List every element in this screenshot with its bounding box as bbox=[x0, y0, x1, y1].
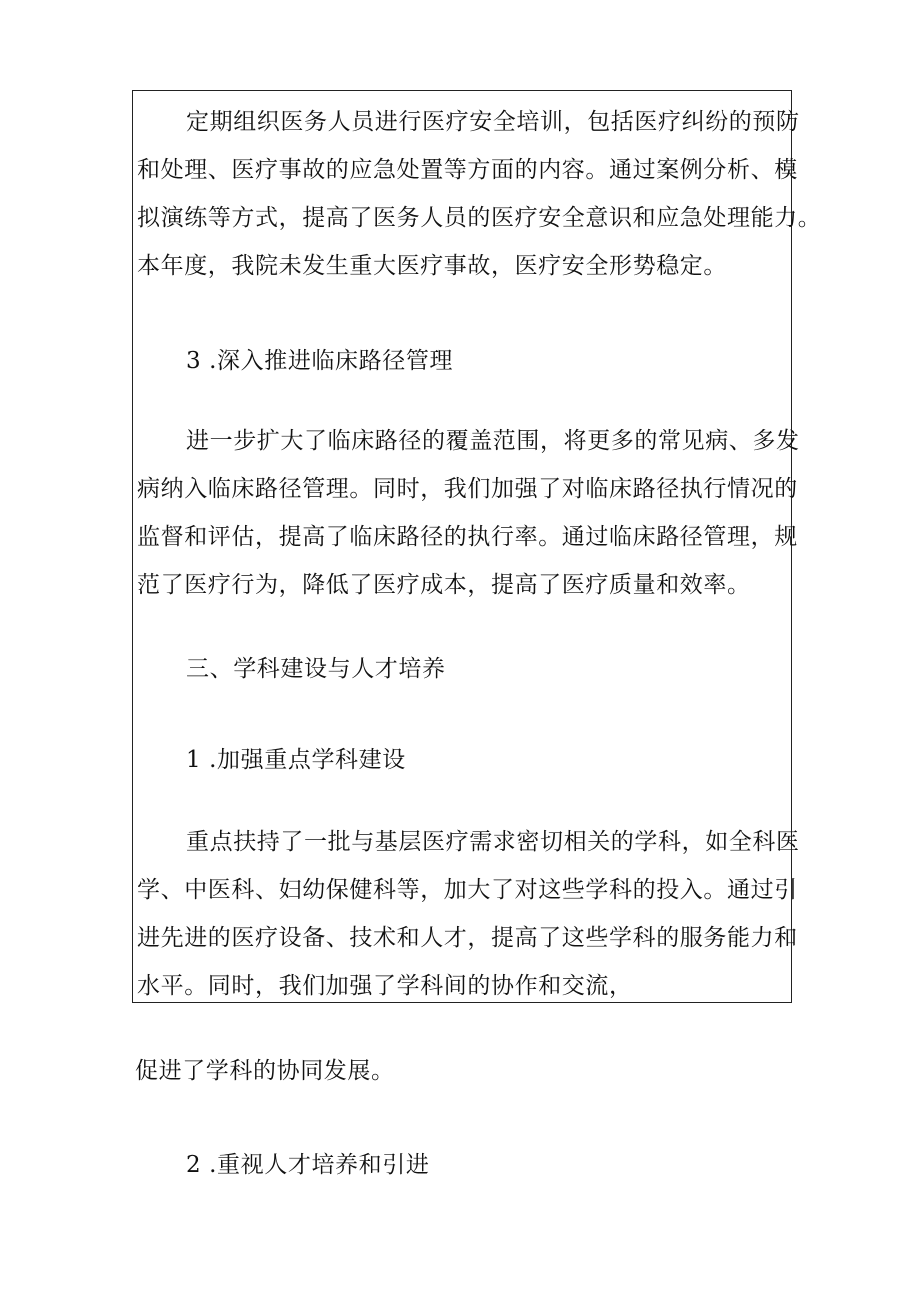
paragraph-line: 进一步扩大了临床路径的覆盖范围，将更多的常见病、多发 bbox=[186, 428, 800, 454]
paragraph-line: 范了医疗行为，降低了医疗成本，提高了医疗质量和效率。 bbox=[137, 572, 751, 598]
paragraph-line: 进先进的医疗设备、技术和人才，提高了这些学科的服务能力和 bbox=[137, 925, 798, 951]
section-heading: 三、学科建设与人才培养 bbox=[186, 656, 446, 682]
paragraph-line: 重点扶持了一批与基层医疗需求密切相关的学科，如全科医 bbox=[186, 829, 800, 855]
paragraph-line: 学、中医科、妇幼保健科等，加大了对这些学科的投入。通过引 bbox=[137, 877, 798, 903]
paragraph-line: 定期组织医务人员进行医疗安全培训，包括医疗纠纷的预防 bbox=[186, 109, 800, 135]
paragraph-continuation: 促进了学科的协同发展。 bbox=[135, 1058, 395, 1084]
paragraph-line: 病纳入临床路径管理。同时，我们加强了对临床路径执行情况的 bbox=[137, 476, 798, 502]
subheading-talent-training: 2 .重视人才培养和引进 bbox=[186, 1152, 430, 1178]
subheading-key-disciplines: 1 .加强重点学科建设 bbox=[186, 747, 406, 773]
paragraph-line: 本年度，我院未发生重大医疗事故，医疗安全形势稳定。 bbox=[137, 253, 727, 279]
paragraph-line: 水平。同时，我们加强了学科间的协作和交流， bbox=[137, 973, 633, 999]
subheading-clinical-pathway: 3 .深入推进临床路径管理 bbox=[186, 348, 454, 374]
paragraph-line: 拟演练等方式，提高了医务人员的医疗安全意识和应急处理能力。 bbox=[137, 205, 822, 231]
paragraph-line: 和处理、医疗事故的应急处置等方面的内容。通过案例分析、模 bbox=[137, 157, 798, 183]
paragraph-line: 监督和评估，提高了临床路径的执行率。通过临床路径管理，规 bbox=[137, 524, 798, 550]
